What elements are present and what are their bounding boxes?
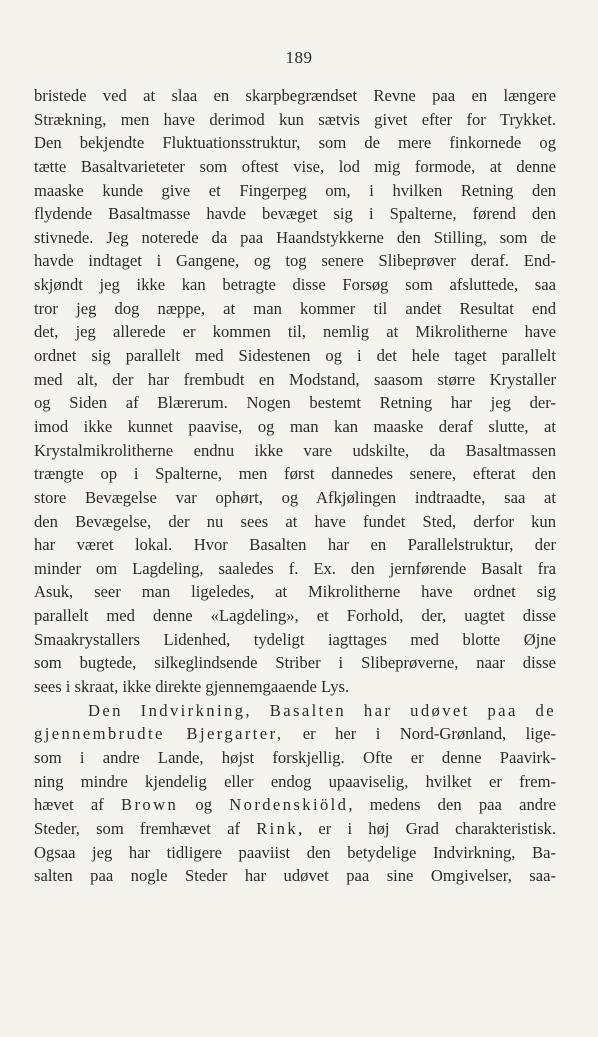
spaced-emphasis: Den Indvirkning, Basalten har udøvet paa de bbox=[88, 700, 556, 720]
text-run: , er i høj Grad charakteristisk. bbox=[298, 818, 556, 838]
text-line: Den bekjendte Fluktuationsstruktur, som de mere finkornede og bbox=[34, 133, 556, 153]
text-run: hævet af bbox=[34, 795, 121, 815]
text-line: tætte Basaltvarieteter som oftest vise, lod mig formode, at denne bbox=[34, 156, 556, 176]
text-line: Asuk, seer man ligeledes, at Mikrolitherne have ordnet sig bbox=[34, 582, 556, 602]
text-run: , medens den paa andre bbox=[348, 795, 556, 815]
text-line: Strækning, men have derimod kun sætvis givet efter for Trykket. bbox=[34, 109, 556, 129]
text-line: ning mindre kjendelig eller endog upaaviselig, hvilket er frem- bbox=[34, 771, 556, 791]
text-line: tror jeg dog næppe, at man kommer til andet Resultat end bbox=[34, 298, 556, 318]
text-line bbox=[34, 722, 556, 746]
text-line: havde indtaget i Gangene, og tog senere Slibeprøver deraf. End- bbox=[34, 251, 556, 271]
text-line: store Bevægelse var ophørt, og Afkjølingen indtraadte, saa at bbox=[34, 487, 556, 507]
text-run: og bbox=[178, 795, 230, 815]
text-line: og Siden af Blærerum. Nogen bestemt Retning har jeg der- bbox=[34, 393, 556, 413]
text-line: maaske kunde give et Fingerpeg om, i hvilken Retning den bbox=[34, 180, 556, 200]
text-line: imod ikke kunnet paavise, og man kan maaske deraf slutte, at bbox=[34, 416, 556, 436]
text-line: ordnet sig parallelt med Sidestenen og i det hele taget parallelt bbox=[34, 346, 556, 366]
text-line: trængte op i Spalterne, men først dannedes senere, efterat den bbox=[34, 464, 556, 484]
text-line: har været lokal. Hvor Basalten har en Parallelstruktur, der bbox=[34, 535, 556, 555]
body-text bbox=[34, 84, 556, 888]
text-line: stivnede. Jeg noterede da paa Haandstykkerne den Stilling, som de bbox=[34, 227, 556, 247]
text-line: som i andre Lande, højst forskjellig. Ofte er denne Paavirk- bbox=[34, 747, 556, 767]
text-line: bristede ved at slaa en skarpbegrændset Revne paa en længere bbox=[34, 86, 556, 105]
text-line: det, jeg allerede er kommen til, nemlig at Mikrolitherne have bbox=[34, 322, 556, 342]
text-line: med alt, der har frembudt en Modstand, saasom større Krystaller bbox=[34, 369, 556, 389]
text-line bbox=[34, 793, 556, 817]
text-run: er her i Nord-Grønland, lige- bbox=[283, 724, 556, 744]
author-name-rink: Rink bbox=[256, 818, 299, 838]
paragraph-start-line bbox=[34, 699, 556, 723]
text-line: minder om Lagdeling, saaledes f. Ex. den jernførende Basalt fra bbox=[34, 558, 556, 578]
page-number: 189 bbox=[285, 48, 313, 67]
text-line: Krystalmikrolitherne endnu ikke vare udskilte, da Basaltmassen bbox=[34, 440, 556, 460]
paragraph-end-line: sees i skraat, ikke direkte gjennemgaaende Lys. bbox=[34, 677, 350, 697]
text-run: Steder, som fremhævet af bbox=[34, 818, 257, 838]
text-line: Smaakrystallers Lidenhed, tydeligt iagttages med blotte Øjne bbox=[34, 629, 556, 649]
author-name-brown: Brown bbox=[121, 795, 179, 815]
text-line: den Bevægelse, der nu sees at have fundet Sted, derfor kun bbox=[34, 511, 556, 531]
text-line: som bugtede, silkeglindsende Striber i Slibeprøverne, naar disse bbox=[34, 653, 556, 673]
author-name-nordenskiold: Nordenskiöld bbox=[229, 795, 349, 815]
text-line: Ogsaa jeg har tidligere paaviist den betydelige Indvirkning, Ba- bbox=[34, 842, 556, 862]
text-line bbox=[34, 817, 556, 841]
text-line: skjøndt jeg ikke kan betragte disse Forsøg som afsluttede, saa bbox=[34, 275, 556, 295]
text-line: flydende Basaltmasse havde bevæget sig i Spalterne, førend den bbox=[34, 204, 556, 224]
text-line: salten paa nogle Steder har udøvet paa sine Omgivelser, saa- bbox=[34, 866, 556, 886]
spaced-emphasis: gjennembrudte Bjergarter, bbox=[34, 724, 284, 744]
text-line: parallelt med denne «Lagdeling», et Forhold, der, uagtet disse bbox=[34, 606, 556, 626]
